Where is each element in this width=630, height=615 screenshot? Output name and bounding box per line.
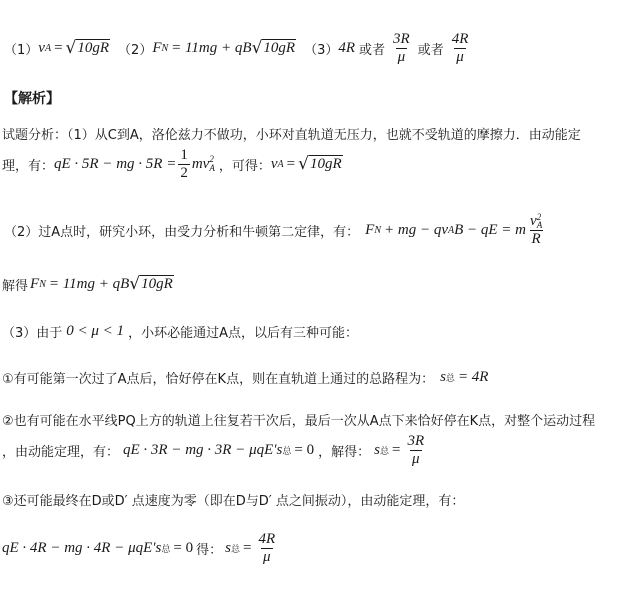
answer-part1-eq: = xyxy=(54,39,63,56)
line2-v-sub: A xyxy=(277,158,284,170)
line6-s-sub: 总 xyxy=(445,373,455,384)
line6-value: = 4R xyxy=(457,368,489,385)
line4-sqrt: √ 10gR xyxy=(129,274,173,294)
line3-expr2: B − qE = m xyxy=(454,221,527,238)
line8-expr-end: = 0 xyxy=(294,441,315,458)
line10-expr-sub: 总 xyxy=(161,544,171,555)
line8-eq: = xyxy=(392,441,401,458)
answer-part2-var: F xyxy=(152,39,162,56)
answer-part1-sqrt: √ 10gR xyxy=(65,38,110,58)
line6-text: ①有可能第一次过了A点后，恰好停在K点，则在直轨道上通过的总路程为： xyxy=(2,371,435,387)
line2-sqrt: √ 10gR xyxy=(298,154,342,174)
line3-v-sub: A xyxy=(448,224,455,236)
line8-s-sub: 总 xyxy=(379,446,389,457)
analysis-line-4 xyxy=(2,272,174,296)
analysis-line-5 xyxy=(2,320,358,342)
line8-fraction: $\frac{3R}{\mu}$ xyxy=(407,432,425,467)
line4-expr: = 11mg + qB xyxy=(48,275,130,292)
answer-line xyxy=(4,26,472,70)
answer-part2-var-sub: N xyxy=(161,42,169,54)
line10-s-sub: 总 xyxy=(230,544,240,555)
line3-prefix: （2）过A点时，研究小环，由受力分析和牛顿第二定律，有： xyxy=(4,224,360,240)
line10-fraction: $\frac{4R}{\mu}$ xyxy=(258,530,276,565)
line2-expr: qE · 5R − mg · 5R = xyxy=(54,155,177,172)
analysis-line-1: 试题分析：（1）从C到A，洛伦兹力不做功，小环对直轨道无压力，也就不受轨道的摩擦力．由动能定 xyxy=(2,128,581,143)
line4-prefix: 解得 xyxy=(2,278,29,294)
line4-F-sub: N xyxy=(39,278,46,290)
analysis-line-7: ②也有可能在水平线PQ上方的轨道上往复若干次后，最后一次从A点下来恰好停在K点，对整个运动过程 xyxy=(2,414,596,429)
line2-mid: ，可得： xyxy=(218,158,271,174)
line8-mid: ，解得： xyxy=(318,444,371,460)
analysis-line-10 xyxy=(2,526,279,570)
line8-expr: qE · 3R − mg · 3R − μqE′s xyxy=(123,441,283,458)
answer-part3-label: （3） xyxy=(304,42,339,58)
line2-mv: mv xyxy=(191,155,210,172)
line5-condition: 0 < μ < 1 xyxy=(66,322,125,339)
line3-expr: + mg − qv xyxy=(384,221,448,238)
line10-expr-end: = 0 xyxy=(173,539,194,556)
answer-or-1: 或者 xyxy=(359,42,386,58)
answer-part2-sqrt: √ 10gR xyxy=(251,38,296,58)
line8-expr-sub: 总 xyxy=(282,446,292,457)
analysis-line-2 xyxy=(2,146,343,182)
answer-part1-label: （1） xyxy=(4,42,39,58)
answer-part2-expr: = 11mg + qB xyxy=(171,39,252,56)
answer-part1-var-sub: A xyxy=(44,42,52,54)
analysis-line-3 xyxy=(4,208,546,252)
line2-mv-sub: A xyxy=(209,163,215,173)
line3-F: F xyxy=(365,221,375,238)
answer-part1-var: v xyxy=(38,39,45,56)
answer-fraction-4r: $\frac{4R}{\mu}$ xyxy=(451,30,469,65)
line5-suffix: ，小环必能通过A点，以后有三种可能： xyxy=(128,325,358,341)
line10-eq: = xyxy=(242,539,252,556)
answer-fraction-3r: $\frac{3R}{\mu}$ xyxy=(393,30,410,65)
line4-F: F xyxy=(30,275,40,292)
line3-F-sub: N xyxy=(374,224,382,236)
line2-v: v xyxy=(270,155,278,172)
line2-half: $\frac{1}{2}$ xyxy=(180,146,188,181)
answer-part2-label: （2） xyxy=(118,42,153,58)
line8-s: s xyxy=(374,441,380,458)
analysis-line-9: ③还可能最终在D或D′ 点速度为零（即在D与D′ 点之间振动），由动能定理，有： xyxy=(2,494,465,509)
line10-expr: qE · 4R − mg · 4R − μqE′s xyxy=(2,539,162,556)
line8-prefix: ，由动能定理，有： xyxy=(2,444,120,460)
analysis-heading: 【解析】 xyxy=(4,91,60,107)
answer-or-2: 或者 xyxy=(417,42,444,58)
line2-eq: = xyxy=(286,155,296,172)
analysis-line-6 xyxy=(2,366,488,388)
line2-prefix: 理，有： xyxy=(2,158,55,174)
line10-mid: 得： xyxy=(196,542,223,558)
line5-prefix: （3）由于 xyxy=(2,325,63,341)
analysis-line-8 xyxy=(2,428,428,472)
answer-part3-first: 4R xyxy=(338,39,356,56)
line10-s: s xyxy=(225,539,231,556)
line3-fraction: v 2 A R xyxy=(530,212,543,247)
line6-s: s xyxy=(440,368,446,385)
line2-mv-sup: 2 xyxy=(209,154,214,164)
